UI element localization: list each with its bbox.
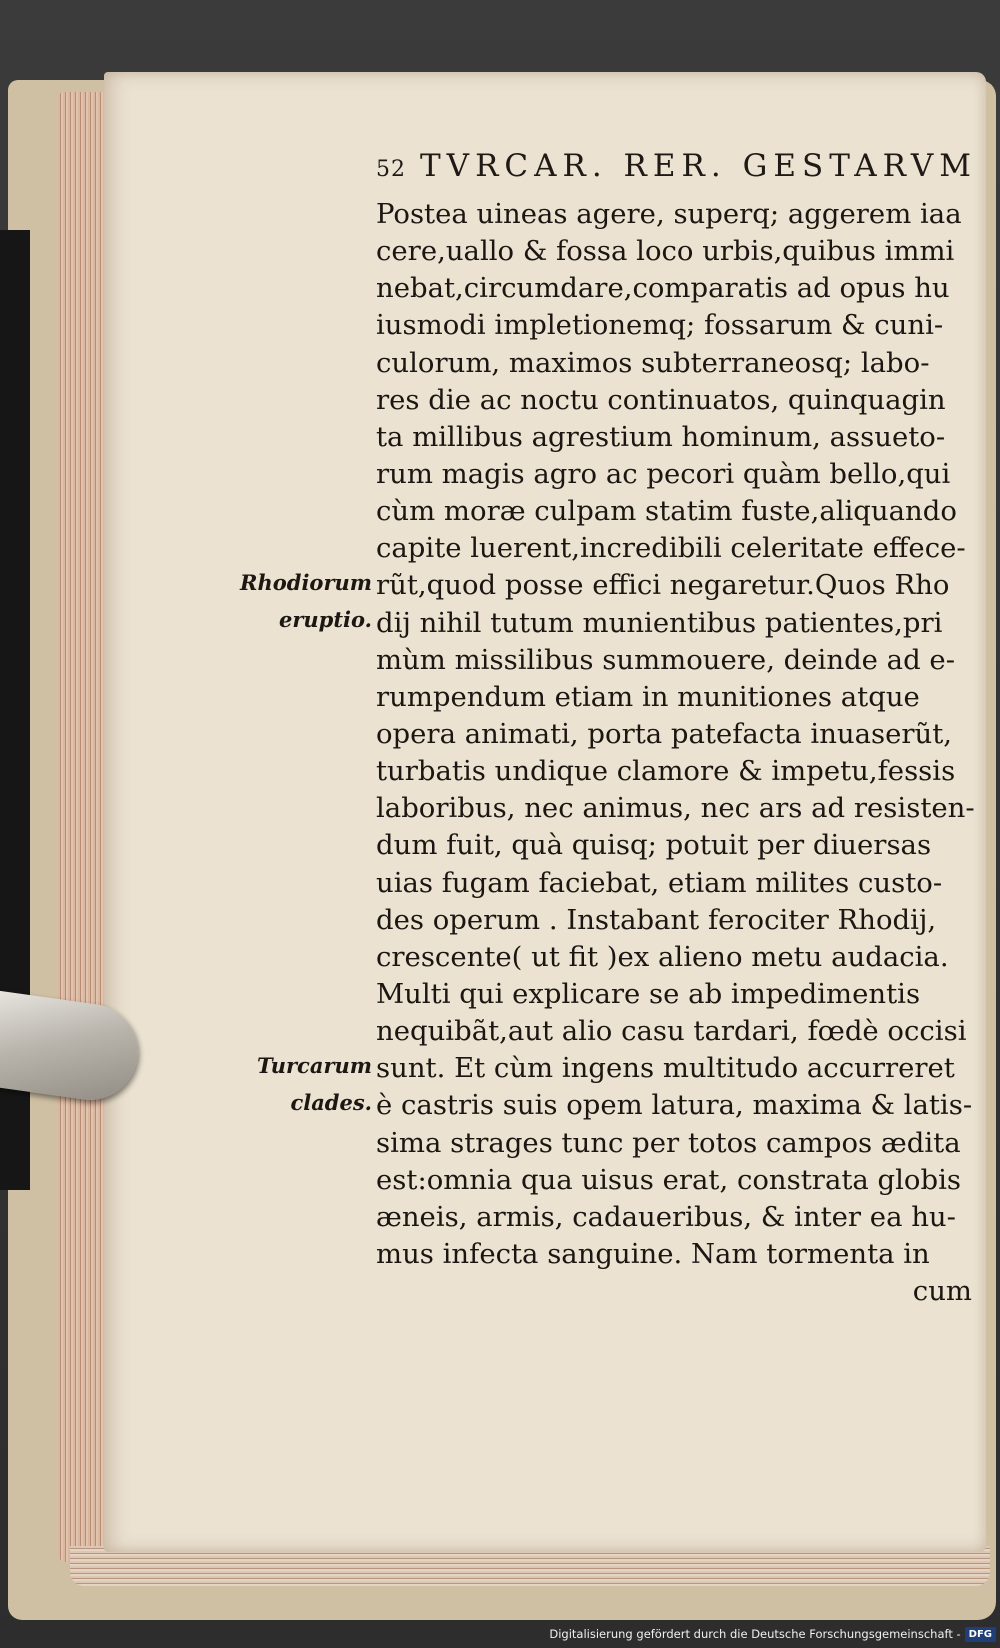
text-line: uias fugam faciebat, etiam milites custo-	[376, 866, 943, 899]
catchword: cum	[912, 1275, 972, 1308]
text-line: rum magis agro ac pecori quàm bello,qui	[376, 457, 951, 490]
text-line: mus infecta sanguine. Nam tormenta in	[376, 1237, 930, 1270]
text-line: turbatis undique clamore & impetu,fessis	[376, 755, 956, 788]
body-text	[376, 196, 976, 1310]
text-line: rumpendum etiam in munitiones atque	[376, 680, 920, 713]
text-line: sima strages tunc per totos campos ædita	[376, 1126, 961, 1159]
text-line: rũt,quod posse effici negaretur.Quos Rho	[376, 569, 950, 602]
text-line: è castris suis opem latura, maxima & latis-	[376, 1089, 973, 1122]
marginal-note-rhodiorum	[222, 564, 372, 638]
text-line: ta millibus agrestium hominum, assueto-	[376, 420, 946, 453]
footer-credit	[549, 1624, 996, 1644]
text-line: nebat,circumdare,comparatis ad opus hu	[376, 272, 950, 305]
text-line: est:omnia qua uisus erat, constrata globis	[376, 1163, 961, 1196]
marginal-note-line: Turcarum	[257, 1053, 372, 1078]
text-line: sunt. Et cùm ingens multitudo accurreret	[376, 1052, 955, 1085]
text-line: dij nihil tutum munientibus patientes,pri	[376, 606, 943, 639]
marginal-note-line: eruptio.	[278, 607, 372, 632]
text-line: opera animati, porta patefacta inuaserũt,	[376, 717, 953, 750]
text-line: Multi qui explicare se ab impedimentis	[376, 977, 921, 1010]
running-head-title: TVRCAR. RER. GESTARVM	[420, 148, 977, 184]
text-line: capite luerent,incredibili celeritate effece-	[376, 532, 966, 565]
text-line: iusmodi impletionemq; fossarum & cuni-	[376, 309, 944, 342]
text-line: cere,uallo & fossa loco urbis,quibus immi	[376, 235, 955, 268]
page-edges-bottom	[70, 1546, 990, 1586]
text-line: des operum . Instabant ferociter Rhodij,	[376, 903, 937, 936]
text-line: cùm moræ culpam statim fuste,aliquando	[376, 495, 957, 528]
marginal-note-turcarum	[222, 1047, 372, 1121]
text-line: culorum, maximos subterraneosq; labo-	[376, 346, 930, 379]
text-line: mùm missilibus summouere, deinde ad e-	[376, 643, 955, 676]
footer-text: Digitalisierung gefördert durch die Deutsche Forschungsgemeinschaft -	[549, 1627, 961, 1641]
text-line: laboribus, nec animus, nec ars ad resisten-	[376, 792, 975, 825]
marginal-note-line: clades.	[290, 1090, 372, 1115]
page-edges-left	[58, 92, 108, 1562]
dfg-logo: DFG	[965, 1627, 996, 1642]
running-head	[376, 148, 977, 184]
text-line: crescente( ut fit )ex alieno metu audacia.	[376, 940, 949, 973]
text-line: æneis, armis, cadaueribus, & inter ea hu-	[376, 1200, 956, 1233]
marginal-note-line: Rhodiorum	[240, 570, 372, 595]
text-line: dum fuit, quà quisq; potuit per diuersas	[376, 829, 932, 862]
text-line: nequibãt,aut alio casu tardari, fœdè occisi	[376, 1015, 967, 1048]
text-line: res die ac noctu continuatos, quinquagin	[376, 383, 946, 416]
page-number: 52	[376, 157, 406, 182]
text-line: Postea uineas agere, superq; aggerem iaa	[376, 198, 962, 230]
